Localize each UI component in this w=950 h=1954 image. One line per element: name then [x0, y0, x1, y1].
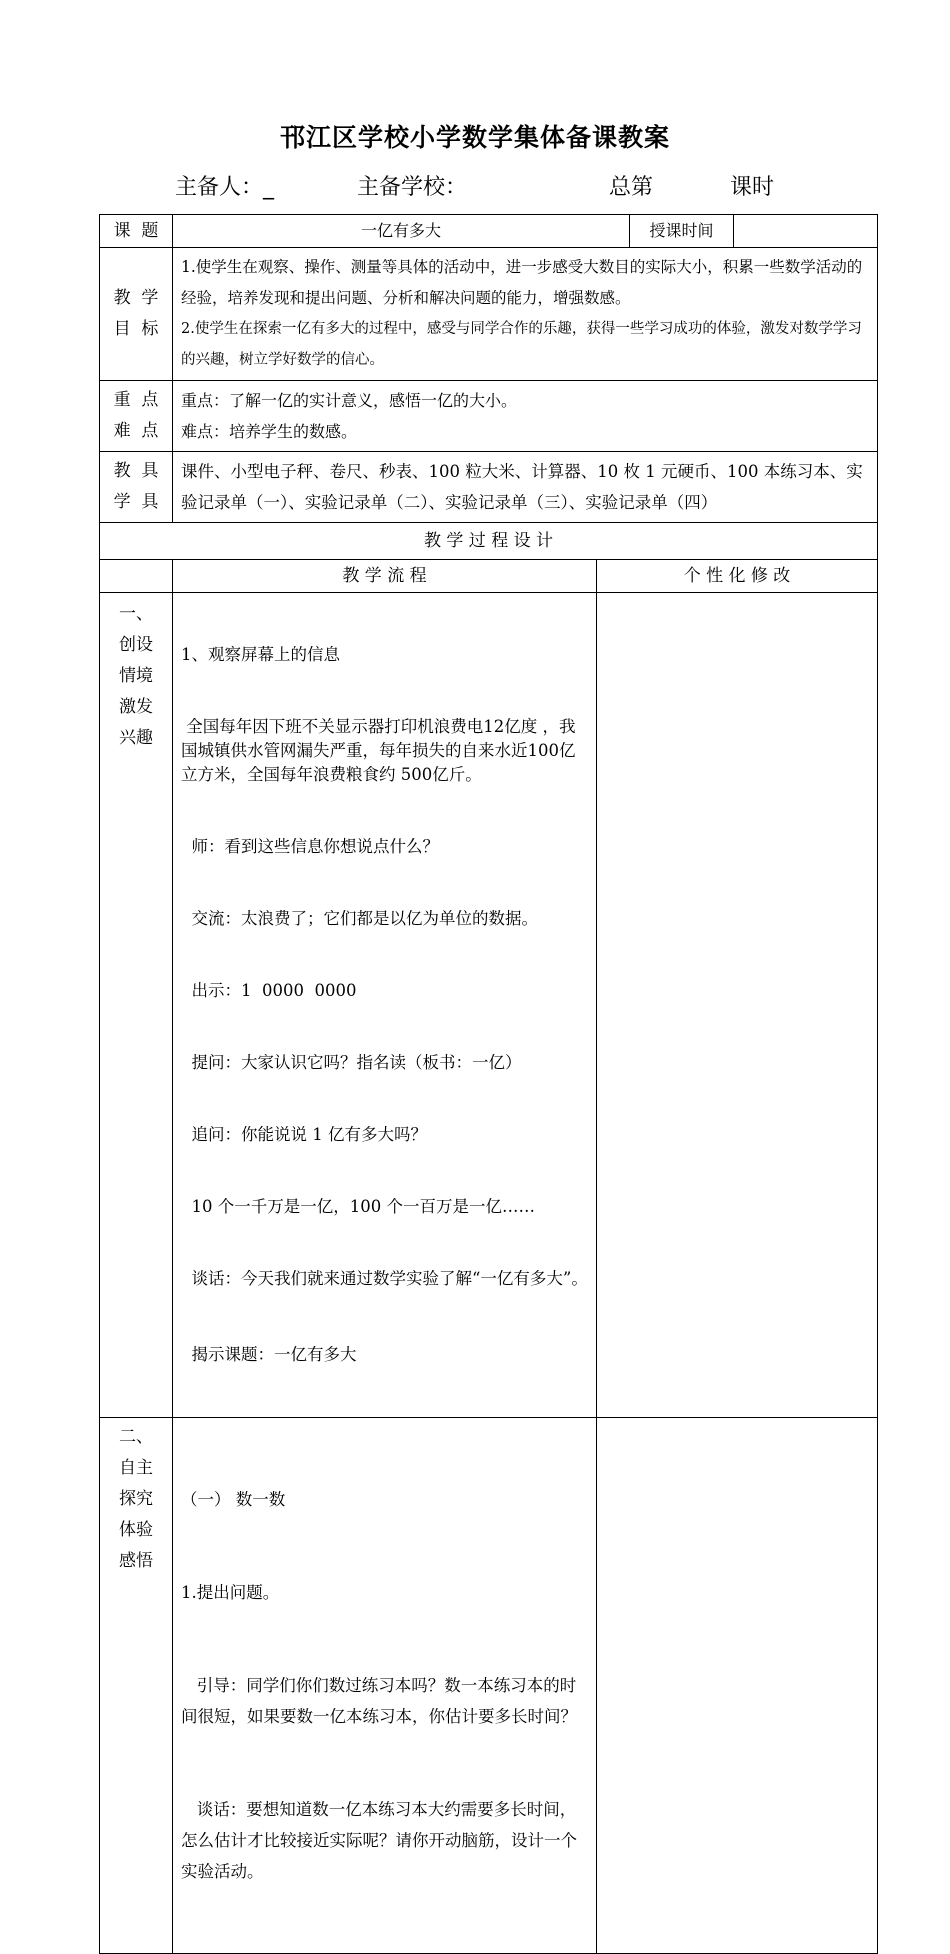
section1-label-0: 一、	[119, 604, 153, 624]
tools-label-line1: 教 具	[113, 461, 159, 481]
section1-label-2: 情境	[119, 666, 153, 686]
tools-label-line2: 学 具	[113, 492, 159, 512]
section2-label-4: 感悟	[119, 1551, 153, 1571]
difficult-point: 难点：培养学生的数感。	[181, 422, 358, 441]
tools-cell: 课件、小型电子秤、卷尺、秒表、100 粒大米、计算器、10 枚 1 元硬币、100 本练习本、实验记录单（一）、实验记录单（二）、实验记录单（三）、实验记录单（四）	[173, 452, 878, 523]
section1-line-1: 全国每年因下班不关显示器打印机浪费电12亿度 ，我国城镇供水管网漏失严重，每年损失的自来水近100亿立方米，全国每年浪费粮食约 500亿斤。	[181, 717, 576, 784]
section1-line-8: 谈话：今天我们就来通过数学实验了解“一亿有多大”。	[181, 1269, 588, 1288]
section2-line-1: 1.提出问题。	[181, 1583, 280, 1602]
modify-column-header: 个 性 化 修 改	[597, 560, 878, 593]
topic-label: 课 题	[100, 215, 173, 248]
blank-label-cell	[100, 560, 173, 593]
section1-line-3: 交流：太浪费了；它们都是以亿为单位的数据。	[181, 909, 538, 928]
school-label: 主备学校：	[357, 175, 468, 200]
host-label: 主备人：_	[175, 175, 275, 200]
section2-label-3: 体验	[119, 1520, 153, 1540]
process-title: 教 学 过 程 设 计	[100, 523, 878, 560]
section1-line-0: 1、观察屏幕上的信息	[181, 645, 340, 664]
section2-label-0: 二、	[119, 1427, 153, 1447]
total-label: 总第	[609, 175, 654, 200]
section2-line-3: 谈话：要想知道数一亿本练习本大约需要多长时间，怎么估计才比较接近实际呢？请你开动脑筋，设计一个实验活动。	[181, 1800, 577, 1881]
tools-label	[100, 452, 173, 523]
key-point: 重点：了解一亿的实计意义，感悟一亿的大小。	[181, 391, 518, 410]
lesson-label: 课时	[730, 175, 775, 200]
section1-line-5: 提问：大家认识它吗？指名读（板书：一亿）	[181, 1053, 522, 1072]
key-label	[100, 381, 173, 452]
time-value	[734, 215, 878, 248]
section1-line-6: 追问：你能说说 1 亿有多大吗？	[181, 1125, 427, 1144]
goals-label-line1: 教 学	[113, 288, 159, 308]
section1-label-1: 创设	[119, 635, 153, 655]
goal-1: 1.使学生在观察、操作、测量等具体的活动中，进一步感受大数目的实际大小，积累一些数学活动的经验，培养发现和提出问题、分析和解决问题的能力，增强数感。	[181, 258, 863, 307]
section2-label-2: 探究	[119, 1489, 153, 1509]
lesson-plan-table	[99, 214, 878, 1954]
section2-label-1: 自主	[119, 1458, 153, 1478]
section1-modify-cell	[597, 593, 878, 1418]
key-cell	[173, 381, 878, 452]
goals-cell	[173, 248, 878, 381]
goal-2: 2.使学生在探索一亿有多大的过程中，感受与同学合作的乐趣，获得一些学习成功的体验，激发对数学学习的兴趣，树立学好数学的信心。	[181, 321, 862, 368]
key-label-line2: 难 点	[113, 421, 159, 441]
key-label-line1: 重 点	[113, 390, 159, 410]
section1-line-4: 出示：1 0000 0000	[181, 981, 357, 1000]
section1-label-3: 激发	[119, 697, 153, 717]
section1-line-9: 揭示课题：一亿有多大	[181, 1345, 357, 1364]
section2-content	[173, 1418, 597, 1954]
section1-content	[173, 593, 597, 1418]
time-label: 授课时间	[630, 215, 734, 248]
section1-label	[100, 593, 173, 1418]
section1-line-2: 师：看到这些信息你想说点什么？	[181, 837, 439, 856]
goals-label	[100, 248, 173, 381]
flow-column-header: 教 学 流 程	[173, 560, 597, 593]
section2-modify-cell	[597, 1418, 878, 1954]
section1-line-7: 10 个一千万是一亿，100 个一百万是一亿……	[181, 1197, 535, 1216]
section2-line-2: 引导：同学们你们数过练习本吗？数一本练习本的时间很短，如果要数一亿本练习本，你估计要多长时间？	[181, 1676, 577, 1726]
topic-value: 一亿有多大	[173, 215, 630, 248]
section2-line-0: （一） 数一数	[181, 1490, 286, 1509]
section1-label-4: 兴趣	[119, 728, 153, 748]
section2-label	[100, 1418, 173, 1954]
document-title: 邗江区学校小学数学集体备课教案	[279, 123, 670, 152]
goals-label-line2: 目 标	[113, 319, 159, 339]
